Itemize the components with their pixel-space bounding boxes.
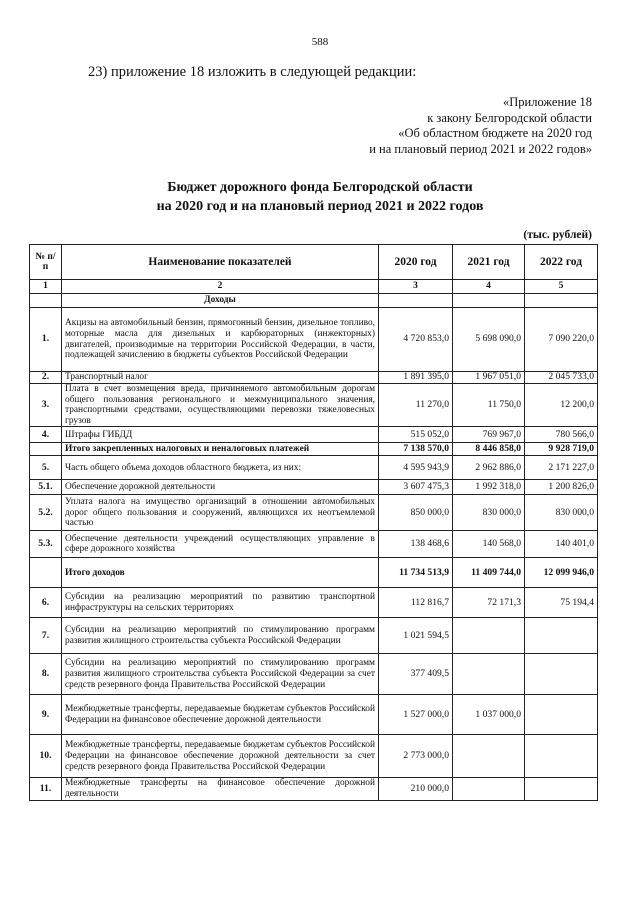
section-empty-cell [453,294,525,308]
column-number-row [30,280,598,294]
value-2021 [453,735,525,778]
table-row [30,480,598,495]
table-row [30,588,598,618]
section-empty-cell [30,294,62,308]
value-2020: 112 816,7 [379,588,453,618]
value-2021 [453,618,525,654]
colnum-5: 5 [525,280,598,294]
value-2022: 780 566,0 [525,427,598,443]
document-title [0,178,640,216]
value-2021 [453,778,525,800]
row-number: 1. [30,308,62,372]
value-2022: 2 171 227,0 [525,456,598,480]
row-number: 4. [30,427,62,443]
table-row [30,531,598,558]
section-title: Доходы [62,294,379,308]
title-line-1: Бюджет дорожного фонда Белгородской области [167,180,473,195]
value-2022 [525,695,598,735]
value-2022: 12 200,0 [525,384,598,427]
value-2022: 140 401,0 [525,531,598,558]
annex-line-2: к закону Белгородской области [427,110,592,125]
colnum-3: 3 [379,280,453,294]
row-name: Межбюджетные трансферты, передаваемые бюджетам субъектов Российской Федерации на финансовое обеспечение дорожной деятельности за счет средств резервного фонда Правительства Российской Федерации [62,735,379,778]
row-number: 3. [30,384,62,427]
row-name: Транспортный налог [62,372,379,384]
row-number: 11. [30,778,62,800]
value-2020: 2 773 000,0 [379,735,453,778]
table-row [30,778,598,800]
row-name: Межбюджетные трансферты на финансовое обеспечение дорожной деятельности [62,778,379,800]
value-2021: 140 568,0 [453,531,525,558]
section-empty-cell [525,294,598,308]
value-2020: 850 000,0 [379,495,453,531]
table-row [30,495,598,531]
table-row [30,735,598,778]
units-label: (тыс. рублей) [523,229,592,241]
value-2022: 1 200 826,0 [525,480,598,495]
row-number: 2. [30,372,62,384]
value-2022 [525,654,598,695]
value-2020: 138 468,6 [379,531,453,558]
row-number: 5.2. [30,495,62,531]
budget-table [29,244,598,801]
table-row [30,558,598,588]
value-2022: 12 099 946,0 [525,558,598,588]
row-number: 5. [30,456,62,480]
row-name: Штрафы ГИБДД [62,427,379,443]
table-row [30,456,598,480]
value-2022: 830 000,0 [525,495,598,531]
row-name: Часть общего объема доходов областного бюджета, из них: [62,456,379,480]
row-name: Межбюджетные трансферты, передаваемые бюджетам субъектов Российской Федерации на финансовое обеспечение дорожной деятельности [62,695,379,735]
value-2022: 7 090 220,0 [525,308,598,372]
value-2021: 830 000,0 [453,495,525,531]
header-num: № п/п [30,245,62,280]
value-2022 [525,618,598,654]
value-2022 [525,778,598,800]
page-number: 588 [311,36,329,48]
table-row [30,308,598,372]
row-number: 6. [30,588,62,618]
row-name: Субсидии на реализацию мероприятий по стимулированию программ развития жилищного строительства субъекта Российской Федерации за счет средств резервного фонда Правительства Российской Федерации [62,654,379,695]
value-2020: 210 000,0 [379,778,453,800]
table-row [30,618,598,654]
value-2021 [453,654,525,695]
value-2021: 72 171,3 [453,588,525,618]
annex-line-3: «Об областном бюджете на 2020 год [398,126,592,140]
value-2021: 1 037 000,0 [453,695,525,735]
header-name: Наименование показателей [62,245,379,280]
value-2020: 4 720 853,0 [379,308,453,372]
table-row [30,654,598,695]
value-2021: 11 409 744,0 [453,558,525,588]
table-row [30,372,598,384]
header-row [30,245,598,280]
value-2021: 11 750,0 [453,384,525,427]
row-number: 9. [30,695,62,735]
table-row [30,695,598,735]
value-2021: 8 446 858,0 [453,443,525,456]
annex-reference [330,95,592,157]
row-number: 8. [30,654,62,695]
colnum-4: 4 [453,280,525,294]
row-number [30,558,62,588]
row-number [30,443,62,456]
header-2020: 2020 год [379,245,453,280]
table-row [30,443,598,456]
header-2022: 2022 год [525,245,598,280]
value-2020: 377 409,5 [379,654,453,695]
table-row [30,427,598,443]
colnum-2: 2 [62,280,379,294]
row-name: Уплата налога на имущество организаций в отношении автомобильных дорог общего пользования и сооружений, являющихся их неотъемлемой частью [62,495,379,531]
amendment-text: 23) приложение 18 изложить в следующей редакции: [88,64,417,80]
row-name: Акцизы на автомобильный бензин, прямогонный бензин, дизельное топливо, моторные масла для дизельных и карбюраторных (инжекторных) двигателей, производимые на территории Российской Федерации, в части, подлежащей зачислению в бюджеты субъектов Российской Федерации [62,308,379,372]
row-name: Итого доходов [62,558,379,588]
value-2020: 515 052,0 [379,427,453,443]
title-line-2: на 2020 год и на плановый период 2021 и 2022 годов [156,199,484,214]
value-2020: 1 021 594,5 [379,618,453,654]
value-2020: 4 595 943,9 [379,456,453,480]
row-number: 5.1. [30,480,62,495]
value-2022: 9 928 719,0 [525,443,598,456]
value-2020: 11 734 513,9 [379,558,453,588]
row-number: 5.3. [30,531,62,558]
table-row [30,384,598,427]
value-2020: 3 607 475,3 [379,480,453,495]
row-name: Итого закрепленных налоговых и неналоговых платежей [62,443,379,456]
value-2021: 5 698 090,0 [453,308,525,372]
value-2021: 1 992 318,0 [453,480,525,495]
value-2021: 769 967,0 [453,427,525,443]
value-2022 [525,735,598,778]
value-2020: 7 138 570,0 [379,443,453,456]
value-2021: 2 962 886,0 [453,456,525,480]
colnum-1: 1 [30,280,62,294]
value-2020: 1 891 395,0 [379,372,453,384]
row-name: Обеспечение дорожной деятельности [62,480,379,495]
annex-line-4: и на плановый период 2021 и 2022 годов» [369,141,592,156]
row-name: Плата в счет возмещения вреда, причиняемого автомобильным дорогам общего пользования регионального и межмуниципального значения, транспортными средствами, осуществляющими перевозки тяжеловесных грузов [62,384,379,427]
annex-line-1: «Приложение 18 [503,95,592,109]
value-2021: 1 967 051,0 [453,372,525,384]
row-name: Субсидии на реализацию мероприятий по стимулированию программ развития жилищного строительства субъекта Российской Федерации [62,618,379,654]
row-name: Субсидии на реализацию мероприятий по развитию транспортной инфраструктуры на сельских территориях [62,588,379,618]
value-2020: 1 527 000,0 [379,695,453,735]
value-2022: 2 045 733,0 [525,372,598,384]
row-name: Обеспечение деятельности учреждений осуществляющих управление в сфере дорожного хозяйства [62,531,379,558]
header-2021: 2021 год [453,245,525,280]
value-2022: 75 194,4 [525,588,598,618]
value-2020: 11 270,0 [379,384,453,427]
section-row-income [30,294,598,308]
section-empty-cell [379,294,453,308]
row-number: 10. [30,735,62,778]
row-number: 7. [30,618,62,654]
